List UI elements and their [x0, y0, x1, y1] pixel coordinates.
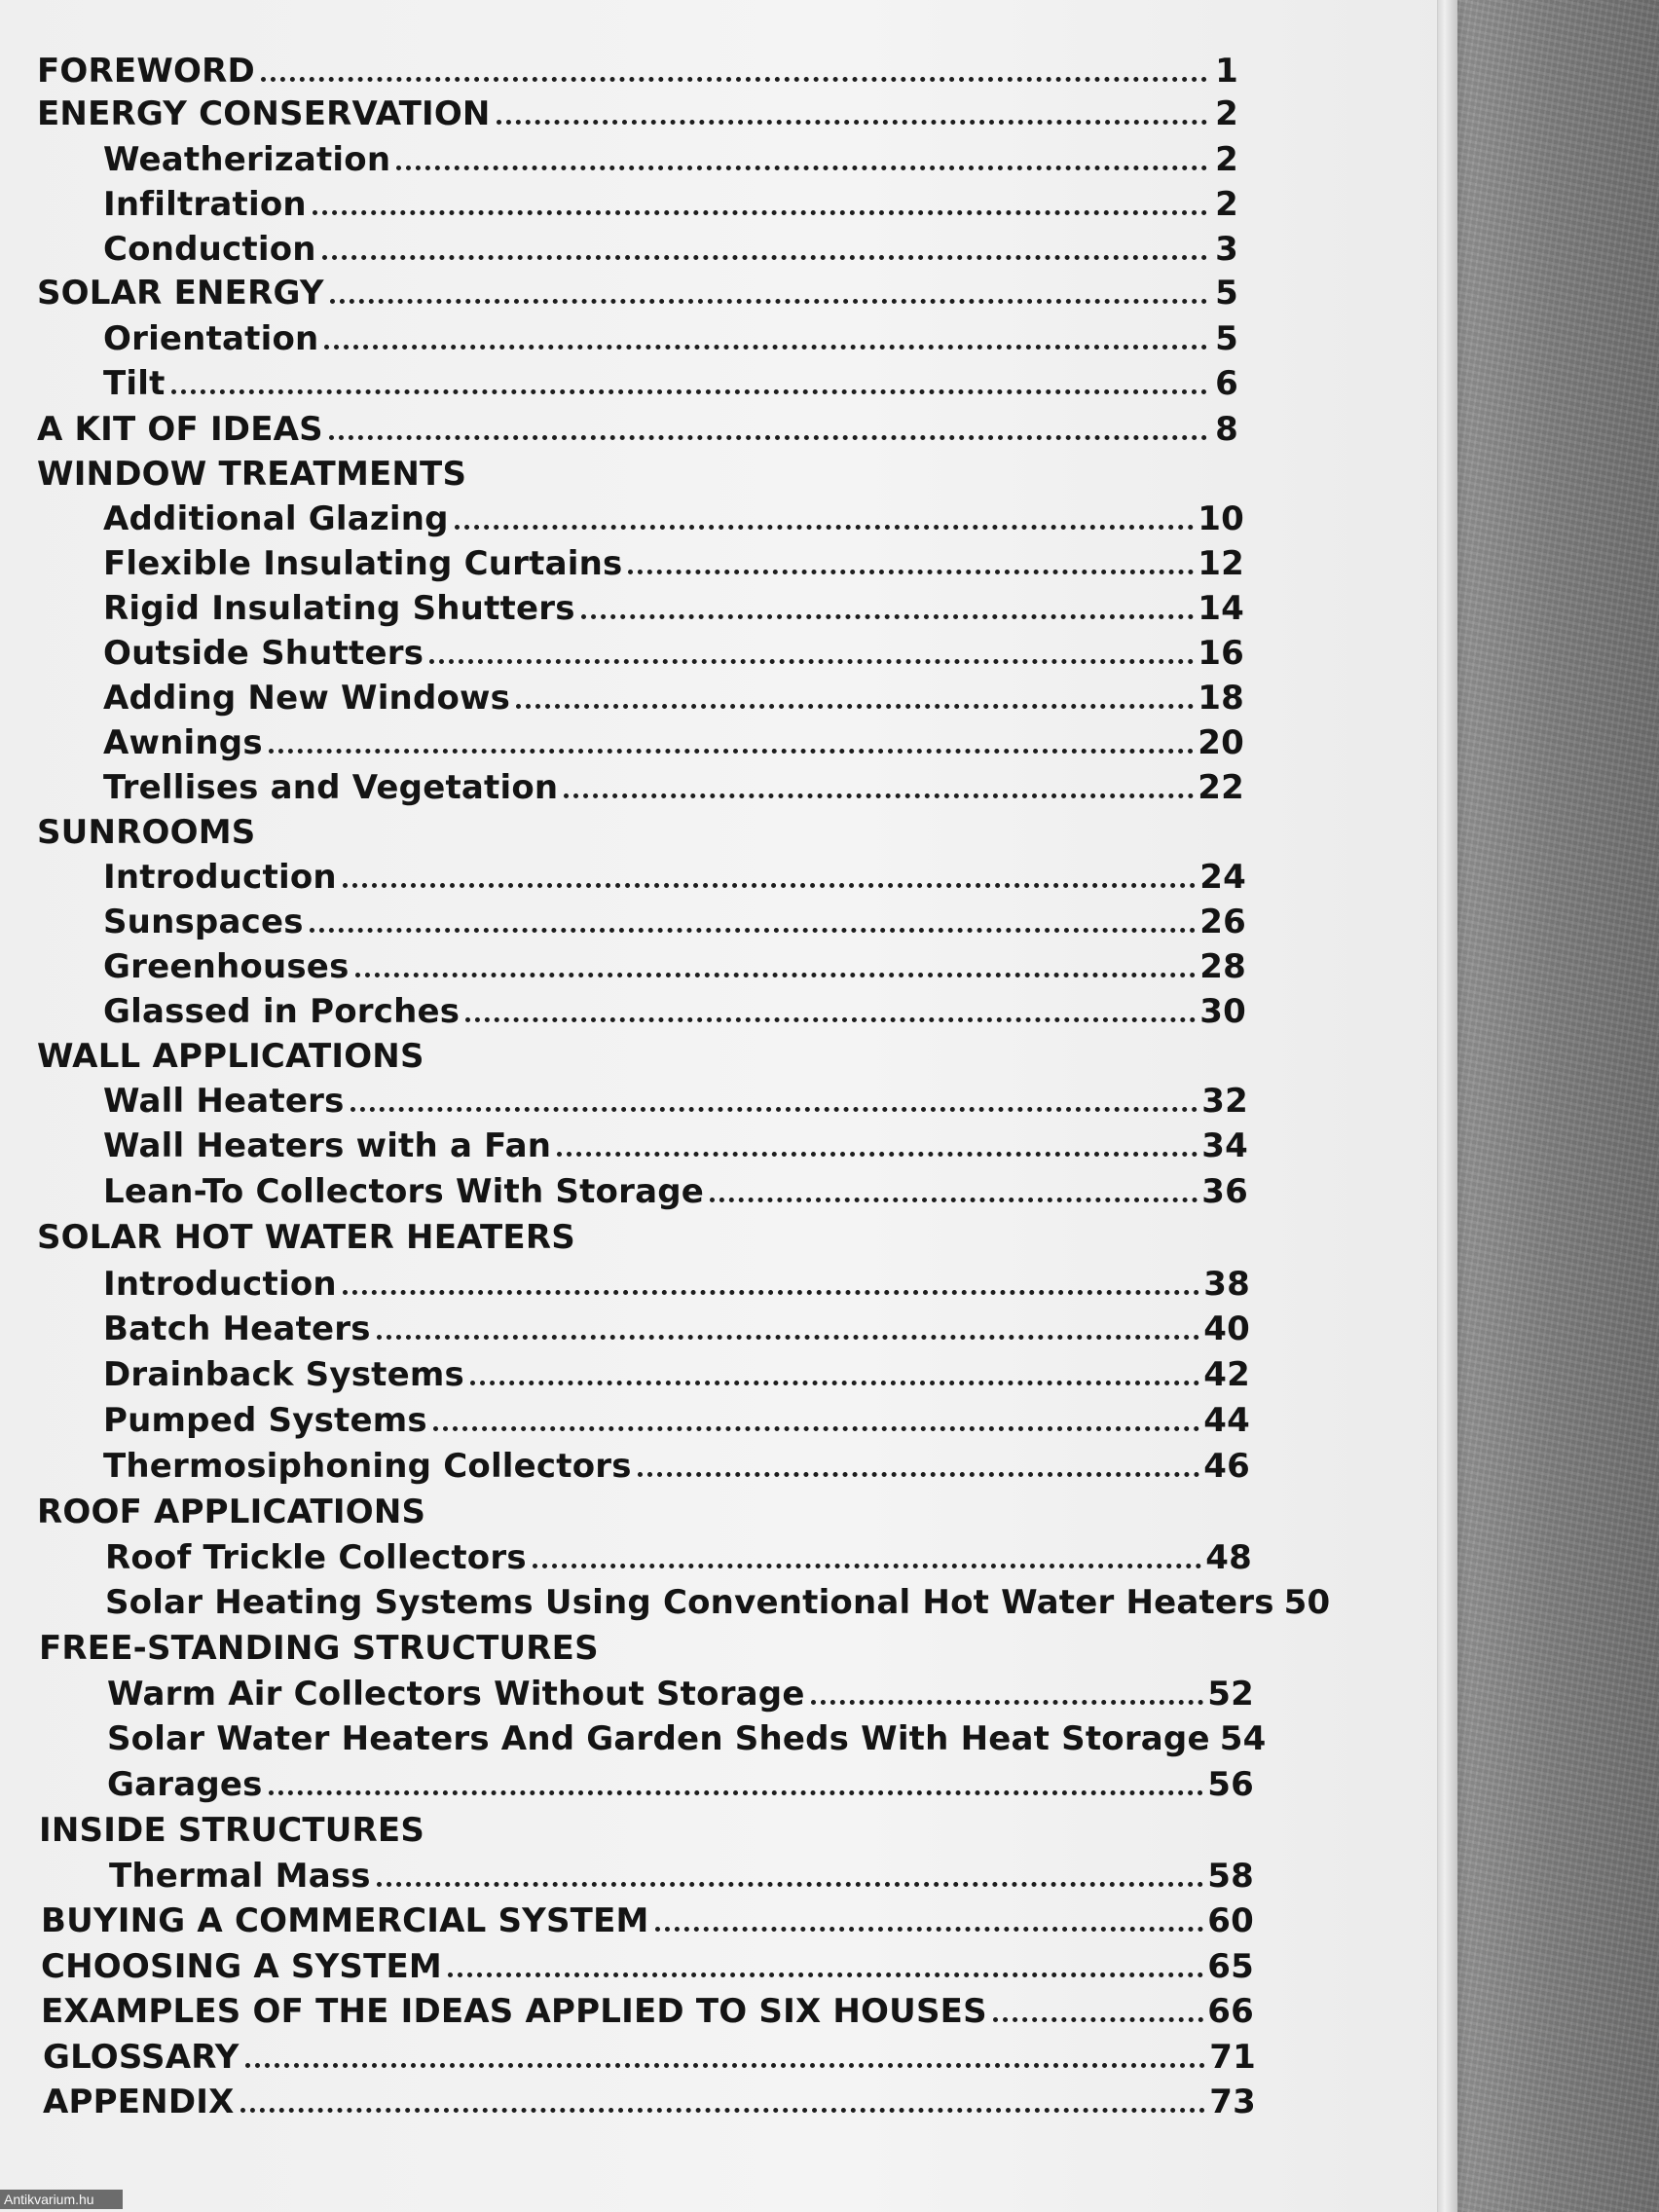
toc-entry-label: Glassed in Porches [103, 992, 461, 1031]
toc-entry-label: Drainback Systems [103, 1355, 464, 1394]
toc-entry-label: Rigid Insulating Shutters [103, 589, 575, 628]
toc-entry-label: BUYING A COMMERCIAL SYSTEM [41, 1901, 649, 1940]
toc-entry-page-number: 26 [1199, 903, 1246, 941]
toc-entry-drainback-systems [103, 1354, 1250, 1395]
toc-entry-wall-heaters-with-fan [103, 1125, 1248, 1166]
toc-entry-label: Roof Trickle Collectors [105, 1538, 527, 1577]
toc-entry-buying-commercial-system [41, 1900, 1254, 1941]
toc-entry-label: CHOOSING A SYSTEM [41, 1947, 442, 1986]
toc-entry-page-number: 2 [1215, 94, 1238, 133]
toc-heading-label: INSIDE STRUCTURES [39, 1811, 425, 1850]
dot-leader [377, 1882, 1204, 1887]
toc-entry-page-number: 46 [1203, 1447, 1250, 1486]
toc-entry-page-number: 14 [1198, 589, 1244, 628]
dot-leader [310, 928, 1197, 933]
toc-entry-warm-air-collectors [107, 1674, 1254, 1714]
toc-entry-label: Adding New Windows [103, 679, 511, 718]
dot-leader [564, 793, 1194, 798]
toc-heading-inside-structures [39, 1810, 623, 1851]
toc-entry-label: Introduction [103, 858, 337, 897]
toc-entry-roof-trickle-collectors [105, 1537, 1252, 1578]
toc-entry-label: Wall Heaters [103, 1082, 345, 1121]
toc-heading-label: FREE-STANDING STRUCTURES [39, 1629, 599, 1668]
toc-entry-page-number: 48 [1205, 1538, 1252, 1577]
dot-leader [324, 345, 1207, 350]
toc-entry-batch-heaters [103, 1309, 1250, 1349]
toc-entry-page-number: 2 [1215, 140, 1238, 179]
toc-entry-label: Solar Water Heaters And Garden Sheds With Heat Storage [107, 1719, 1210, 1758]
toc-entry-page-number: 5 [1215, 274, 1238, 313]
toc-entry-label: GLOSSARY [43, 2038, 240, 2077]
dot-leader [329, 435, 1207, 440]
dot-leader [433, 1426, 1199, 1431]
toc-entry-label: Warm Air Collectors Without Storage [107, 1675, 805, 1714]
toc-entry-sunspaces [103, 902, 1246, 942]
dot-leader [497, 120, 1207, 125]
dot-leader [655, 1927, 1204, 1932]
toc-entry-rigid-insulating-shutters [103, 588, 1244, 629]
toc-entry-page-number: 5 [1215, 319, 1238, 358]
toc-entry-pumped-systems [103, 1400, 1250, 1441]
dot-leader [811, 1700, 1204, 1705]
dot-leader [313, 210, 1207, 215]
toc-entry-page-number: 66 [1207, 1992, 1254, 2031]
toc-entry-label: Tilt [103, 364, 166, 403]
toc-entry-label: Flexible Insulating Curtains [103, 544, 623, 583]
dot-leader [269, 1790, 1204, 1795]
toc-entry-page-number: 54 [1219, 1719, 1267, 1758]
toc-entry-label: Awnings [103, 723, 263, 762]
toc-entry-label: Outside Shutters [103, 634, 424, 673]
dot-leader [350, 1107, 1198, 1112]
dot-leader [396, 166, 1207, 170]
toc-heading-roof-applications [37, 1492, 621, 1532]
dot-leader [343, 883, 1196, 888]
toc-entry-glassed-in-porches [103, 991, 1246, 1032]
toc-entry-page-number: 38 [1203, 1265, 1250, 1304]
toc-entry-label: Greenhouses [103, 947, 350, 986]
toc-entry-page-number: 73 [1209, 2083, 1256, 2121]
dot-leader [343, 1290, 1199, 1295]
toc-entry-page-number: 12 [1198, 544, 1244, 583]
toc-entry-label: APPENDIX [43, 2083, 235, 2121]
toc-entry-page-number: 24 [1199, 858, 1246, 897]
toc-entry-flexible-insulating-curtains [103, 543, 1244, 584]
dot-leader [993, 2017, 1204, 2022]
toc-entry-solar-heating-systems [105, 1582, 1331, 1623]
toc-heading-label: SUNROOMS [37, 813, 256, 852]
toc-entry-weatherization [103, 139, 1238, 180]
toc-entry-label: A KIT OF IDEAS [37, 410, 323, 449]
toc-entry-page-number: 42 [1203, 1355, 1250, 1394]
dot-leader [355, 973, 1197, 977]
toc-entry-solar-water-heaters-garden-sheds [107, 1718, 1267, 1759]
toc-entry-choosing-system [41, 1946, 1254, 1987]
toc-entry-kit-of-ideas [37, 409, 1238, 450]
dot-leader [429, 659, 1194, 664]
toc-entry-conduction [103, 229, 1238, 270]
toc-entry-label: Sunspaces [103, 903, 304, 941]
toc-entry-label: Thermosiphoning Collectors [103, 1447, 632, 1486]
toc-entry-additional-glazing [103, 498, 1244, 539]
dot-leader [261, 77, 1207, 82]
toc-entry-page-number: 28 [1199, 947, 1246, 986]
toc-entry-page-number: 34 [1201, 1126, 1248, 1165]
dot-leader [240, 2108, 1206, 2113]
dot-leader [269, 749, 1195, 754]
toc-entry-examples [41, 1991, 1254, 2032]
dot-leader [330, 299, 1207, 304]
toc-entry-page-number: 10 [1198, 499, 1244, 538]
toc-heading-solar-hot-water-heaters [37, 1217, 719, 1258]
watermark: Antikvarium.hu [0, 2190, 123, 2209]
toc-entry-label: Trellises and Vegetation [103, 768, 559, 807]
toc-entry-solar-energy [37, 273, 1238, 313]
toc-entry-page-number: 44 [1203, 1401, 1250, 1440]
toc-entry-label: Additional Glazing [103, 499, 449, 538]
toc-entry-tilt [103, 363, 1238, 404]
toc-entry-page-number: 40 [1203, 1309, 1250, 1348]
toc-entry-label: EXAMPLES OF THE IDEAS APPLIED TO SIX HOUSES [41, 1992, 987, 2031]
toc-entry-label: Conduction [103, 230, 316, 269]
toc-entry-label: FOREWORD [37, 52, 255, 91]
toc-entry-page-number: 2 [1215, 185, 1238, 224]
background-surface [1436, 0, 1659, 2212]
dot-leader [455, 525, 1195, 530]
toc-entry-page-number: 6 [1215, 364, 1238, 403]
toc-entry-page-number: 16 [1198, 634, 1244, 673]
toc-entry-page-number: 18 [1198, 679, 1244, 718]
toc-entry-page-number: 30 [1199, 992, 1246, 1031]
toc-entry-adding-new-windows [103, 678, 1244, 719]
toc-entry-sunrooms-introduction [103, 857, 1246, 898]
toc-heading-sunrooms [37, 812, 621, 853]
toc-heading-label: ROOF APPLICATIONS [37, 1493, 426, 1531]
toc-entry-label: Infiltration [103, 185, 307, 224]
toc-entry-page-number: 56 [1207, 1765, 1254, 1804]
toc-entry-page-number: 36 [1201, 1172, 1248, 1211]
dot-leader [448, 1972, 1203, 1977]
dot-leader [516, 704, 1194, 709]
toc-heading-label: SOLAR HOT WATER HEATERS [37, 1218, 575, 1257]
dot-leader [638, 1472, 1200, 1477]
toc-entry-label: SOLAR ENERGY [37, 274, 324, 313]
toc-entry-page-number: 32 [1201, 1082, 1248, 1121]
dot-leader [171, 389, 1207, 394]
toc-entry-label: Introduction [103, 1265, 337, 1304]
toc-entry-wall-heaters [103, 1081, 1248, 1122]
toc-entry-trellises-and-vegetation [103, 767, 1244, 808]
dot-leader [581, 614, 1195, 619]
toc-entry-energy-conservation [37, 93, 1238, 134]
toc-entry-water-heaters-introduction [103, 1264, 1250, 1305]
toc-heading-label: WINDOW TREATMENTS [37, 455, 467, 494]
toc-heading-window-treatments [37, 454, 621, 495]
toc-entry-label: Lean-To Collectors With Storage [103, 1172, 705, 1211]
dot-leader [322, 255, 1207, 260]
toc-entry-appendix [43, 2082, 1256, 2122]
toc-entry-infiltration [103, 184, 1238, 225]
toc-entry-foreword [37, 51, 1238, 92]
toc-entry-orientation [103, 318, 1238, 359]
toc-entry-label: Weatherization [103, 140, 391, 179]
toc-entry-glossary [43, 2037, 1256, 2078]
dot-leader [557, 1152, 1198, 1157]
toc-entry-page-number: 52 [1207, 1675, 1254, 1714]
toc-heading-free-standing-structures [39, 1628, 720, 1669]
toc-entry-label: Wall Heaters with a Fan [103, 1126, 552, 1165]
toc-entry-label: Solar Heating Systems Using Conventional Hot Water Heaters [105, 1583, 1274, 1622]
toc-entry-label: Garages [107, 1765, 263, 1804]
dot-leader [710, 1198, 1198, 1202]
toc-entry-page-number: 60 [1207, 1901, 1254, 1940]
toc-entry-label: Batch Heaters [103, 1309, 371, 1348]
dot-leader [470, 1381, 1199, 1385]
toc-entry-label: Orientation [103, 319, 319, 358]
toc-heading-wall-applications [37, 1036, 621, 1077]
toc-entry-label: Pumped Systems [103, 1401, 427, 1440]
dot-leader [245, 2063, 1206, 2068]
toc-entry-outside-shutters [103, 633, 1244, 674]
dot-leader [533, 1564, 1202, 1568]
toc-entry-thermosiphoning-collectors [103, 1446, 1250, 1487]
dot-leader [465, 1017, 1196, 1022]
toc-entry-page-number: 20 [1198, 723, 1244, 762]
toc-entry-label: ENERGY CONSERVATION [37, 94, 491, 133]
toc-entry-lean-to-collectors [103, 1171, 1248, 1212]
toc-entry-label: Thermal Mass [109, 1857, 371, 1896]
dot-leader [628, 570, 1194, 574]
toc-entry-page-number: 58 [1207, 1857, 1254, 1896]
toc-entry-page-number: 50 [1283, 1583, 1331, 1622]
toc-entry-thermal-mass [109, 1856, 1254, 1897]
toc-entry-page-number: 65 [1207, 1947, 1254, 1986]
toc-entry-page-number: 1 [1215, 52, 1238, 91]
toc-heading-label: WALL APPLICATIONS [37, 1037, 424, 1076]
dot-leader [377, 1335, 1200, 1340]
toc-entry-page-number: 71 [1209, 2038, 1256, 2077]
toc-entry-garages [107, 1764, 1254, 1805]
toc-entry-page-number: 22 [1198, 768, 1244, 807]
toc-entry-awnings [103, 722, 1244, 763]
toc-entry-page-number: 8 [1215, 410, 1238, 449]
toc-entry-page-number: 3 [1215, 230, 1238, 269]
toc-entry-greenhouses [103, 946, 1246, 987]
